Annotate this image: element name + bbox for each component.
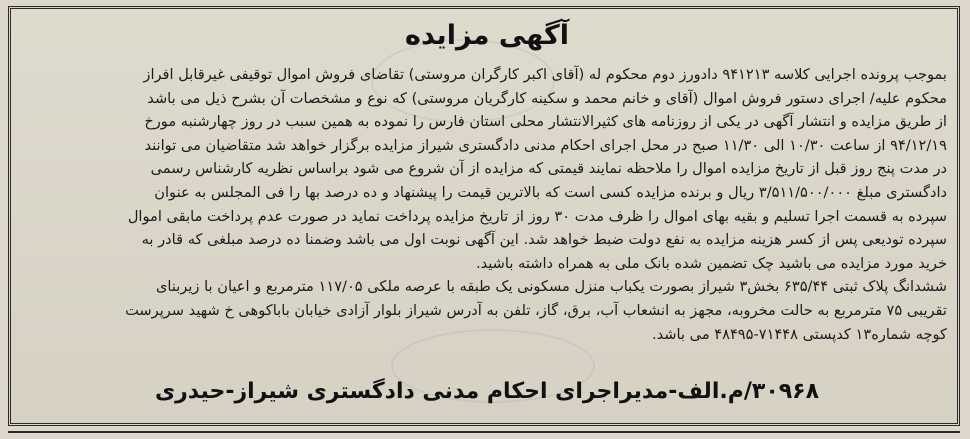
notice-line: دادگستری مبلغ ۳/۵۱۱/۵۰۰/۰۰۰ ریال و برنده مزایده کسی است که بالاترین قیمت را پیشنهاد و ده درصد بها را فی المجلس به عنوان xyxy=(154,183,947,201)
notice-frame xyxy=(8,6,960,426)
notice-line: تقریبی ۷۵ مترمربع به حالت مخروبه، مجهز به انشعاب آب، برق، گاز، تلفن به آدرس شیراز بلوار آزادی خیابان باباکوهی خ شهید سرپرست xyxy=(125,301,947,319)
notice-line: ۹۴/۱۲/۱۹ از ساعت ۱۰/۳۰ الی ۱۱/۳۰ صبح در محل اجرای احکام مدنی دادگستری شیراز مزایده برگزار خواهد شد متقاضیان می توانند xyxy=(144,136,947,154)
notice-line: بموجب پرونده اجرایی کلاسه ۹۴۱۲۱۳ دادورز دوم محکوم له (آقای اکبر کارگران مروستی) تقاضای فروش اموال توقیفی غیرقابل افراز xyxy=(143,66,947,83)
notice-body xyxy=(25,63,947,346)
divider xyxy=(8,431,960,433)
notice-line: محکوم علیه/ اجرای دستور فروش اموال (آقای و خانم محمد و سکینه کارگریان مروستی) که نوع و مشخصات آن بشرح ذیل می باشد xyxy=(147,89,947,107)
notice-line: ششدانگ پلاک ثبتی ۶۳۵/۴۴ بخش۳ شیراز بصورت یکباب منزل مسکونی یک طبقه با عرصه ملکی ۱۱۷/۰۵ مترمربع و اعیان با زیربنای xyxy=(155,278,947,296)
notice-signature: ۳۰۹۶۸/م.الف-مدیراجرای احکام مدنی دادگستری شیراز-حیدری xyxy=(154,379,820,404)
notice-line: از طریق مزایده و انتشار آگهی در یکی از روزنامه های کثیرالانتشار محلی استان فارس را نموده به همین سبب در روز چهارشنبه مورخ xyxy=(144,113,947,131)
notice-title: آگهی مزایده xyxy=(405,20,569,51)
notice-line: خرید مورد مزایده می باشید چک تضمین شده بانک ملی به همراه داشته باشید. xyxy=(475,254,947,272)
notice-line: کوچه شماره۱۳ کدپستی ۷۱۴۴۸-۴۸۴۹۵ می باشد. xyxy=(652,325,947,343)
notice-line: سپرده تودیعی پس از کسر هزینه مزایده به نفع دولت ضبط خواهد شد. این آگهی نوبت اول می باشد وضمنا ده درصد مبلغی که قادر به xyxy=(141,231,947,249)
notice-line: در مدت پنج روز قبل از تاریخ مزایده اموال را ملاحظه نمایند قیمتی که مزایده از آن شروع می شود براساس نظریه کارشناس رسمی xyxy=(150,160,947,178)
notice-line: سپرده به قسمت اجرا تسلیم و بقیه بهای اموال را ظرف مدت ۳۰ روز از تاریخ مزایده پرداخت نماید در صورت عدم پرداخت مابقی اموال xyxy=(127,207,947,225)
